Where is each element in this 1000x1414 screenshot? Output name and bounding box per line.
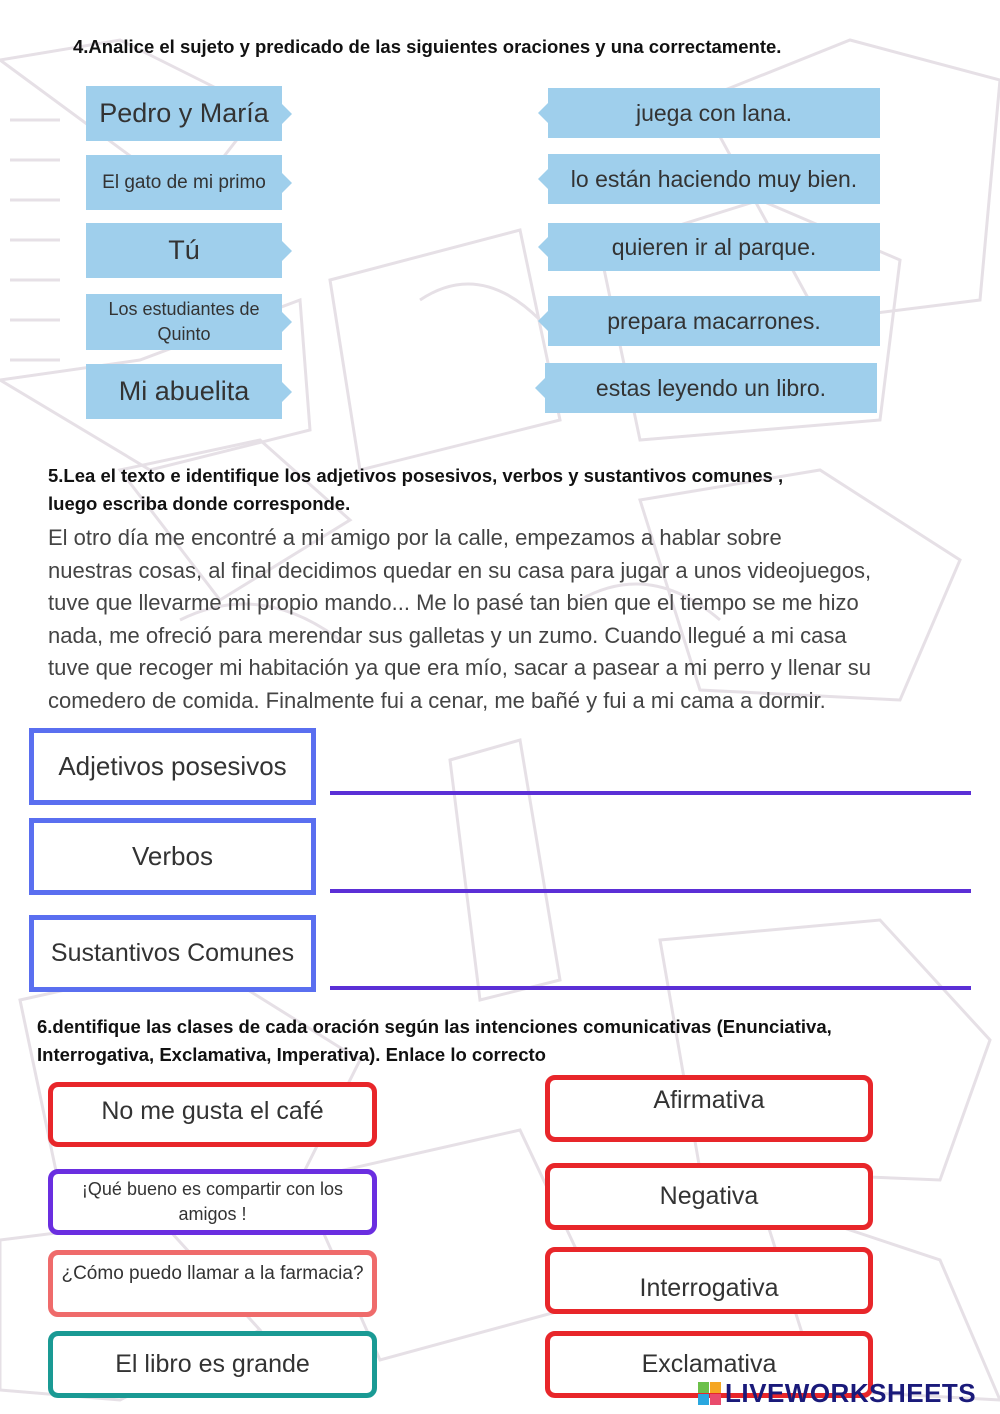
section5-heading-line1: 5.Lea el texto e identifique los adjetivos posesivos, verbos y sustantivos comunes , xyxy=(48,465,784,486)
answer-line-sustantivos[interactable] xyxy=(330,986,971,990)
sentence-card[interactable]: No me gusta el café xyxy=(48,1082,377,1147)
section6-heading-line2: Interrogativa, Exclamativa, Imperativa). Enlace lo correcto xyxy=(37,1044,546,1065)
paragraph-line: comedero de comida. Finalmente fui a cenar, me bañé y fui a mi cama a dormir. xyxy=(48,687,826,713)
predicate-card[interactable]: juega con lana. xyxy=(548,88,880,138)
section4-heading: 4.Analice el sujeto y predicado de las siguientes oraciones y una correctamente. xyxy=(73,36,782,57)
category-sustantivos-comunes: Sustantivos Comunes xyxy=(29,915,316,992)
watermark-text: LIVEWORKSHEETS xyxy=(725,1378,977,1408)
type-card[interactable]: Interrogativa xyxy=(545,1247,873,1314)
liveworksheets-logo-icon xyxy=(698,1382,721,1405)
paragraph-line: tuve que recoger mi habitación ya que era mío, sacar a pasear a mi perro y llenar su xyxy=(48,655,871,681)
predicate-card[interactable]: lo están haciendo muy bien. xyxy=(548,154,880,204)
answer-line-adjetivos[interactable] xyxy=(330,791,971,795)
sentence-card[interactable]: ¡Qué bueno es compartir con los amigos ! xyxy=(48,1169,377,1235)
predicate-card[interactable]: estas leyendo un libro. xyxy=(545,363,877,413)
type-card[interactable]: Negativa xyxy=(545,1163,873,1230)
sentence-card[interactable]: ¿Cómo puedo llamar a la farmacia? xyxy=(48,1250,377,1317)
type-card[interactable]: Afirmativa xyxy=(545,1075,873,1142)
section6-heading xyxy=(37,1013,987,1069)
answer-line-verbos[interactable] xyxy=(330,889,971,893)
category-adjetivos-posesivos: Adjetivos posesivos xyxy=(29,728,316,805)
predicate-card[interactable]: quieren ir al parque. xyxy=(548,223,880,271)
liveworksheets-watermark xyxy=(698,1378,976,1409)
section6-heading-line1: 6.dentifique las clases de cada oración según las intenciones comunicativas (Enunciativa, xyxy=(37,1016,832,1037)
subject-card[interactable]: Mi abuelita xyxy=(86,364,282,419)
paragraph-line: El otro día me encontré a mi amigo por la calle, empezamos a hablar sobre xyxy=(48,525,782,550)
subject-card[interactable]: Tú xyxy=(86,223,282,278)
category-verbos: Verbos xyxy=(29,818,316,895)
type-card[interactable]: Exclamativa xyxy=(545,1331,873,1398)
reading-paragraph xyxy=(48,522,988,718)
subject-card[interactable]: Los estudiantes de Quinto xyxy=(86,294,282,350)
paragraph-line: tuve que llevarme mi propio mando... Me lo pasé tan bien que el tiempo se me hizo xyxy=(48,590,859,616)
paragraph-line: nada, me ofreció para merendar sus galletas y un zumo. Cuando llegué a mi casa xyxy=(48,622,847,648)
subject-card[interactable]: El gato de mi primo xyxy=(86,155,282,210)
section5-heading-line2: luego escriba donde corresponde. xyxy=(48,493,351,514)
predicate-card[interactable]: prepara macarrones. xyxy=(548,296,880,346)
paragraph-line: nuestras cosas, al final decidimos quedar en su casa para jugar a unos videojuegos, xyxy=(48,557,872,583)
sentence-card[interactable]: El libro es grande xyxy=(48,1331,377,1398)
subject-card[interactable]: Pedro y María xyxy=(86,86,282,141)
section5-heading xyxy=(48,462,968,518)
